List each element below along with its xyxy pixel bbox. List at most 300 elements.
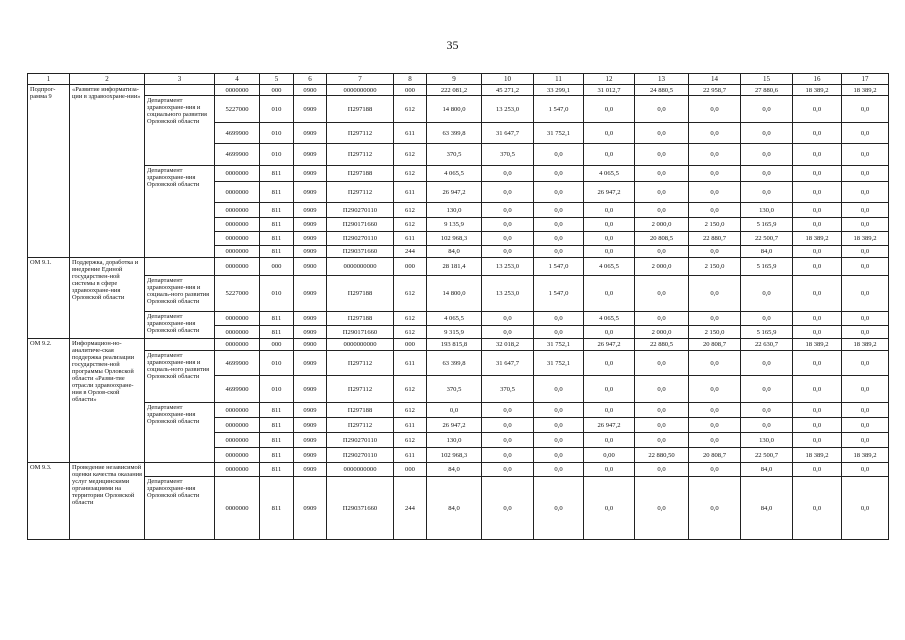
value-cell: 0,0 xyxy=(689,351,741,376)
value-cell: 130,0 xyxy=(741,203,793,218)
value-cell: 9 315,9 xyxy=(427,326,482,339)
value-cell: 611 xyxy=(394,448,427,463)
value-cell: 31 752,1 xyxy=(534,339,584,351)
value-cell: 0,0 xyxy=(842,258,889,276)
value-cell: 010 xyxy=(260,351,294,376)
value-cell: 0,0 xyxy=(584,376,635,403)
value-cell: 0,0 xyxy=(689,246,741,258)
value-cell: 0000000000 xyxy=(327,85,394,96)
value-cell: 000 xyxy=(394,258,427,276)
value-cell: 4 065,5 xyxy=(584,312,635,326)
value-cell: 0000000 xyxy=(215,166,260,182)
column-header: 6 xyxy=(294,74,327,85)
value-cell: 26 947,2 xyxy=(427,182,482,203)
value-cell: 0000000 xyxy=(215,448,260,463)
value-cell: 0,0 xyxy=(741,182,793,203)
value-cell: 612 xyxy=(394,403,427,418)
value-cell: 010 xyxy=(260,376,294,403)
column-header: 14 xyxy=(689,74,741,85)
value-cell: 0000000 xyxy=(215,418,260,433)
executor-cell: Департамент здравоохране-ния и социаль-ного развития Орловской области xyxy=(145,351,215,403)
value-cell: П297188 xyxy=(327,403,394,418)
value-cell: 0,0 xyxy=(793,403,842,418)
column-header: 13 xyxy=(635,74,689,85)
column-header: 11 xyxy=(534,74,584,85)
column-header: 9 xyxy=(427,74,482,85)
value-cell: 0,0 xyxy=(689,312,741,326)
value-cell: 612 xyxy=(394,433,427,448)
value-cell: 5 165,9 xyxy=(741,218,793,232)
value-cell: 31 647,7 xyxy=(482,123,534,144)
value-cell: 0,0 xyxy=(793,326,842,339)
value-cell: 0,0 xyxy=(534,218,584,232)
value-cell: 26 947,2 xyxy=(584,339,635,351)
value-cell: 0,0 xyxy=(842,477,889,540)
value-cell: 0909 xyxy=(294,123,327,144)
value-cell: 0,0 xyxy=(482,448,534,463)
value-cell: 811 xyxy=(260,166,294,182)
value-cell: 0,0 xyxy=(793,96,842,123)
value-cell: 102 968,3 xyxy=(427,448,482,463)
table-row xyxy=(28,166,889,182)
value-cell: 0,0 xyxy=(482,246,534,258)
value-cell: 0,0 xyxy=(689,376,741,403)
value-cell: 0,0 xyxy=(584,232,635,246)
value-cell: 612 xyxy=(394,203,427,218)
value-cell: 9 135,9 xyxy=(427,218,482,232)
value-cell: 0,0 xyxy=(534,433,584,448)
value-cell: 0,0 xyxy=(635,96,689,123)
value-cell: 31 752,1 xyxy=(534,123,584,144)
value-cell: 5227000 xyxy=(215,96,260,123)
value-cell: 0909 xyxy=(294,166,327,182)
value-cell: 18 389,2 xyxy=(842,339,889,351)
value-cell: 0000000 xyxy=(215,326,260,339)
value-cell: 0,0 xyxy=(689,123,741,144)
value-cell: 84,0 xyxy=(741,463,793,477)
value-cell: 0909 xyxy=(294,477,327,540)
value-cell: 0,0 xyxy=(482,166,534,182)
table-row xyxy=(28,276,889,312)
value-cell: 0000000 xyxy=(215,232,260,246)
value-cell: 0,0 xyxy=(635,351,689,376)
value-cell: 18 389,2 xyxy=(842,85,889,96)
value-cell: 811 xyxy=(260,477,294,540)
value-cell: 244 xyxy=(394,477,427,540)
value-cell: 4 065,5 xyxy=(427,166,482,182)
value-cell: 811 xyxy=(260,463,294,477)
value-cell: 811 xyxy=(260,448,294,463)
value-cell: П290371660 xyxy=(327,477,394,540)
value-cell: 4 065,5 xyxy=(584,258,635,276)
value-cell: 63 399,8 xyxy=(427,123,482,144)
value-cell: 31 647,7 xyxy=(482,351,534,376)
value-cell: 811 xyxy=(260,418,294,433)
value-cell: 2 000,0 xyxy=(635,326,689,339)
value-cell: 811 xyxy=(260,326,294,339)
value-cell: 0000000 xyxy=(215,218,260,232)
value-cell: 0,0 xyxy=(842,96,889,123)
value-cell: 0,0 xyxy=(741,123,793,144)
value-cell: 612 xyxy=(394,376,427,403)
value-cell: 13 253,0 xyxy=(482,258,534,276)
column-header: 5 xyxy=(260,74,294,85)
value-cell: 22 630,7 xyxy=(741,339,793,351)
value-cell: 0,0 xyxy=(482,203,534,218)
value-cell: 611 xyxy=(394,418,427,433)
value-cell: 22 500,7 xyxy=(741,448,793,463)
value-cell: 0,0 xyxy=(482,403,534,418)
value-cell: 20 808,5 xyxy=(635,232,689,246)
value-cell: 0,0 xyxy=(793,123,842,144)
value-cell: 1 547,0 xyxy=(534,276,584,312)
value-cell: 0,0 xyxy=(534,448,584,463)
value-cell: 0909 xyxy=(294,448,327,463)
value-cell: 0,0 xyxy=(689,96,741,123)
table-row xyxy=(28,463,889,477)
value-cell: 18 389,2 xyxy=(842,232,889,246)
value-cell: 22 958,7 xyxy=(689,85,741,96)
row-name-cell: «Развитие информатиза-ции в здравоохране-нии» xyxy=(70,85,145,258)
value-cell: 811 xyxy=(260,246,294,258)
value-cell: 0,0 xyxy=(842,312,889,326)
value-cell: П290270110 xyxy=(327,433,394,448)
value-cell: 130,0 xyxy=(427,203,482,218)
value-cell: 010 xyxy=(260,144,294,166)
value-cell: 0,0 xyxy=(584,203,635,218)
value-cell: 22 880,50 xyxy=(635,448,689,463)
value-cell: 0,0 xyxy=(534,182,584,203)
value-cell: 0,0 xyxy=(482,232,534,246)
value-cell: 84,0 xyxy=(427,246,482,258)
value-cell: 18 389,2 xyxy=(793,85,842,96)
value-cell: 14 800,0 xyxy=(427,96,482,123)
column-header: 16 xyxy=(793,74,842,85)
value-cell: 0,0 xyxy=(793,463,842,477)
value-cell: 0,0 xyxy=(689,463,741,477)
value-cell: 0,0 xyxy=(842,326,889,339)
value-cell: 0,0 xyxy=(534,203,584,218)
value-cell: 0,0 xyxy=(635,477,689,540)
value-cell: 84,0 xyxy=(741,477,793,540)
value-cell: 0,0 xyxy=(793,203,842,218)
value-cell: 000 xyxy=(394,85,427,96)
column-header: 10 xyxy=(482,74,534,85)
value-cell: 0909 xyxy=(294,312,327,326)
value-cell: 0909 xyxy=(294,218,327,232)
value-cell: 0,0 xyxy=(689,418,741,433)
table-row xyxy=(28,477,889,540)
value-cell: 010 xyxy=(260,276,294,312)
table-row xyxy=(28,339,889,351)
table-row xyxy=(28,96,889,123)
value-cell: 0,0 xyxy=(689,144,741,166)
value-cell: 0,0 xyxy=(635,418,689,433)
executor-cell xyxy=(145,463,215,477)
column-header: 17 xyxy=(842,74,889,85)
value-cell: 0,0 xyxy=(842,182,889,203)
value-cell: 24 880,5 xyxy=(635,85,689,96)
column-header: 2 xyxy=(70,74,145,85)
value-cell: П290270110 xyxy=(327,448,394,463)
budget-table xyxy=(27,73,889,540)
value-cell: 0000000 xyxy=(215,85,260,96)
value-cell: 2 000,0 xyxy=(635,218,689,232)
value-cell: 0,0 xyxy=(482,418,534,433)
table-row xyxy=(28,312,889,326)
page-number: 35 xyxy=(446,38,459,52)
value-cell: 0,0 xyxy=(635,166,689,182)
executor-cell xyxy=(145,85,215,96)
value-cell: П290270110 xyxy=(327,203,394,218)
value-cell: 0900 xyxy=(294,339,327,351)
value-cell: 5227000 xyxy=(215,276,260,312)
value-cell: 0,0 xyxy=(689,433,741,448)
value-cell: 2 000,0 xyxy=(635,258,689,276)
row-name-cell: Поддержка, доработка и внедрение Единой государствен-ной системы в сфере здравоохране-ния Орловской области xyxy=(70,258,145,339)
value-cell: 0,0 xyxy=(842,418,889,433)
value-cell: 0000000 xyxy=(215,246,260,258)
value-cell: 0,0 xyxy=(482,326,534,339)
value-cell: 0909 xyxy=(294,203,327,218)
table-row xyxy=(28,351,889,376)
value-cell: 000 xyxy=(260,339,294,351)
value-cell: 000 xyxy=(394,339,427,351)
value-cell: 0,0 xyxy=(584,218,635,232)
value-cell: 611 xyxy=(394,123,427,144)
value-cell: 22 880,5 xyxy=(635,339,689,351)
value-cell: 0,0 xyxy=(793,166,842,182)
value-cell: 0,0 xyxy=(793,276,842,312)
value-cell: 18 389,2 xyxy=(793,232,842,246)
value-cell: 0,0 xyxy=(534,232,584,246)
value-cell: 18 389,2 xyxy=(793,448,842,463)
value-cell: 0,0 xyxy=(689,403,741,418)
row-name-cell: Проведение независимой оценки качества оказания услуг медицинскими организациями на территории Орловской области xyxy=(70,463,145,540)
value-cell: 130,0 xyxy=(427,433,482,448)
value-cell: 0,0 xyxy=(482,463,534,477)
value-cell: 0,0 xyxy=(842,123,889,144)
value-cell: 0,0 xyxy=(584,96,635,123)
value-cell: 0,0 xyxy=(842,203,889,218)
value-cell: 0,0 xyxy=(842,166,889,182)
value-cell: 4 065,5 xyxy=(584,166,635,182)
value-cell: 0,0 xyxy=(741,351,793,376)
value-cell: 0000000 xyxy=(215,203,260,218)
value-cell: 0,0 xyxy=(741,276,793,312)
value-cell: 244 xyxy=(394,246,427,258)
executor-cell: Департамент здравоохране-ния Орловской области xyxy=(145,477,215,540)
value-cell: 0000000000 xyxy=(327,463,394,477)
value-cell: 31 012,7 xyxy=(584,85,635,96)
value-cell: 0,0 xyxy=(584,246,635,258)
value-cell: 0000000 xyxy=(215,403,260,418)
value-cell: 0000000 xyxy=(215,433,260,448)
value-cell: 0,0 xyxy=(482,433,534,448)
value-cell: 2 150,0 xyxy=(689,326,741,339)
value-cell: 22 880,7 xyxy=(689,232,741,246)
value-cell: 63 399,8 xyxy=(427,351,482,376)
value-cell: 0909 xyxy=(294,144,327,166)
value-cell: 0000000 xyxy=(215,463,260,477)
value-cell: 0,0 xyxy=(741,418,793,433)
value-cell: 0000000 xyxy=(215,339,260,351)
value-cell: 0900 xyxy=(294,258,327,276)
value-cell: 0,0 xyxy=(842,433,889,448)
value-cell: П297188 xyxy=(327,166,394,182)
column-header: 15 xyxy=(741,74,793,85)
value-cell: 26 947,2 xyxy=(584,418,635,433)
value-cell: П297188 xyxy=(327,312,394,326)
value-cell: П297112 xyxy=(327,144,394,166)
value-cell: 0,0 xyxy=(689,276,741,312)
value-cell: 0,0 xyxy=(741,376,793,403)
value-cell: 811 xyxy=(260,203,294,218)
value-cell: 0900 xyxy=(294,85,327,96)
value-cell: 20 808,7 xyxy=(689,339,741,351)
value-cell: 0909 xyxy=(294,182,327,203)
executor-cell: Департамент здравоохране-ния и социаль-ного развития Орловской области xyxy=(145,276,215,312)
value-cell: 612 xyxy=(394,276,427,312)
value-cell: 28 181,4 xyxy=(427,258,482,276)
value-cell: П297112 xyxy=(327,351,394,376)
value-cell: 0,0 xyxy=(842,276,889,312)
value-cell: 0,0 xyxy=(793,433,842,448)
row-code-cell: Подпрог-рамма 9 xyxy=(28,85,70,258)
value-cell: 26 947,2 xyxy=(427,418,482,433)
value-cell: 0000000 xyxy=(215,258,260,276)
executor-cell xyxy=(145,339,215,351)
value-cell: 611 xyxy=(394,232,427,246)
value-cell: П290171660 xyxy=(327,218,394,232)
value-cell: 0909 xyxy=(294,418,327,433)
value-cell: 0,0 xyxy=(635,312,689,326)
value-cell: 0,0 xyxy=(584,463,635,477)
value-cell: 0,0 xyxy=(741,312,793,326)
value-cell: 010 xyxy=(260,96,294,123)
value-cell: 0909 xyxy=(294,403,327,418)
value-cell: 611 xyxy=(394,351,427,376)
value-cell: 0,0 xyxy=(741,96,793,123)
value-cell: 0,0 xyxy=(793,351,842,376)
value-cell: 0909 xyxy=(294,276,327,312)
value-cell: 22 500,7 xyxy=(741,232,793,246)
value-cell: 0,0 xyxy=(741,403,793,418)
value-cell: 0,0 xyxy=(842,376,889,403)
value-cell: 4699900 xyxy=(215,123,260,144)
value-cell: 0,0 xyxy=(635,144,689,166)
value-cell: 0,0 xyxy=(584,433,635,448)
value-cell: П297112 xyxy=(327,376,394,403)
executor-cell: Департамент здравоохране-ния Орловской области xyxy=(145,166,215,258)
value-cell: 0,0 xyxy=(842,246,889,258)
executor-cell: Департамент здравоохране-ния и социального развития Орловской области xyxy=(145,96,215,166)
value-cell: 612 xyxy=(394,166,427,182)
value-cell: 0909 xyxy=(294,232,327,246)
column-header: 8 xyxy=(394,74,427,85)
value-cell: 20 808,7 xyxy=(689,448,741,463)
value-cell: 0909 xyxy=(294,351,327,376)
executor-cell: Департамент здравоохране-ния Орловской области xyxy=(145,312,215,339)
column-header: 3 xyxy=(145,74,215,85)
value-cell: 0,0 xyxy=(635,403,689,418)
value-cell: 811 xyxy=(260,312,294,326)
value-cell: 0909 xyxy=(294,376,327,403)
executor-cell: Департамент здравоохране-ния Орловской области xyxy=(145,403,215,463)
value-cell: 0,0 xyxy=(534,312,584,326)
value-cell: 0,0 xyxy=(427,403,482,418)
value-cell: 0,0 xyxy=(482,182,534,203)
value-cell: 370,5 xyxy=(427,144,482,166)
column-header: 7 xyxy=(327,74,394,85)
value-cell: 0,0 xyxy=(584,351,635,376)
value-cell: 18 389,2 xyxy=(793,339,842,351)
value-cell: 0,0 xyxy=(793,144,842,166)
value-cell: 193 815,8 xyxy=(427,339,482,351)
table-row xyxy=(28,258,889,276)
header-row xyxy=(28,74,889,85)
value-cell: 1 547,0 xyxy=(534,258,584,276)
value-cell: 0,0 xyxy=(842,403,889,418)
value-cell: 612 xyxy=(394,96,427,123)
value-cell: 33 299,1 xyxy=(534,85,584,96)
table-row xyxy=(28,85,889,96)
value-cell: 0,0 xyxy=(635,203,689,218)
value-cell: 0,0 xyxy=(793,182,842,203)
value-cell: П290270110 xyxy=(327,232,394,246)
value-cell: 370,5 xyxy=(482,376,534,403)
value-cell: 0,0 xyxy=(793,477,842,540)
value-cell: П297188 xyxy=(327,276,394,312)
value-cell: 612 xyxy=(394,326,427,339)
value-cell: 0,0 xyxy=(842,351,889,376)
value-cell: 5 165,9 xyxy=(741,258,793,276)
row-code-cell: ОМ 9.3. xyxy=(28,463,70,540)
value-cell: 0,00 xyxy=(584,448,635,463)
value-cell: 811 xyxy=(260,433,294,448)
value-cell: 5 165,9 xyxy=(741,326,793,339)
value-cell: 0,0 xyxy=(482,218,534,232)
value-cell: 84,0 xyxy=(741,246,793,258)
value-cell: 0,0 xyxy=(584,123,635,144)
value-cell: 611 xyxy=(394,182,427,203)
value-cell: 0,0 xyxy=(793,312,842,326)
value-cell: 0000000000 xyxy=(327,258,394,276)
value-cell: 0909 xyxy=(294,246,327,258)
value-cell: 0000000 xyxy=(215,477,260,540)
value-cell: 0909 xyxy=(294,326,327,339)
value-cell: 0,0 xyxy=(534,418,584,433)
value-cell: 0,0 xyxy=(584,403,635,418)
column-header: 4 xyxy=(215,74,260,85)
value-cell: 612 xyxy=(394,312,427,326)
value-cell: 0,0 xyxy=(482,477,534,540)
value-cell: 612 xyxy=(394,218,427,232)
value-cell: 811 xyxy=(260,232,294,246)
value-cell: 13 253,0 xyxy=(482,96,534,123)
row-name-cell: Информацион-но-аналитиче-ская поддержка реализации государствен-ной программы Орловской области «Разви-тие отрасли здравоохране-ния в Орлов-ской области» xyxy=(70,339,145,463)
value-cell: 0,0 xyxy=(534,403,584,418)
value-cell: 0909 xyxy=(294,96,327,123)
value-cell: 0,0 xyxy=(741,144,793,166)
value-cell: 0,0 xyxy=(689,166,741,182)
value-cell: 010 xyxy=(260,123,294,144)
value-cell: 0,0 xyxy=(793,258,842,276)
value-cell: 18 389,2 xyxy=(842,448,889,463)
value-cell: П297188 xyxy=(327,96,394,123)
value-cell: 84,0 xyxy=(427,477,482,540)
value-cell: 0,0 xyxy=(584,326,635,339)
